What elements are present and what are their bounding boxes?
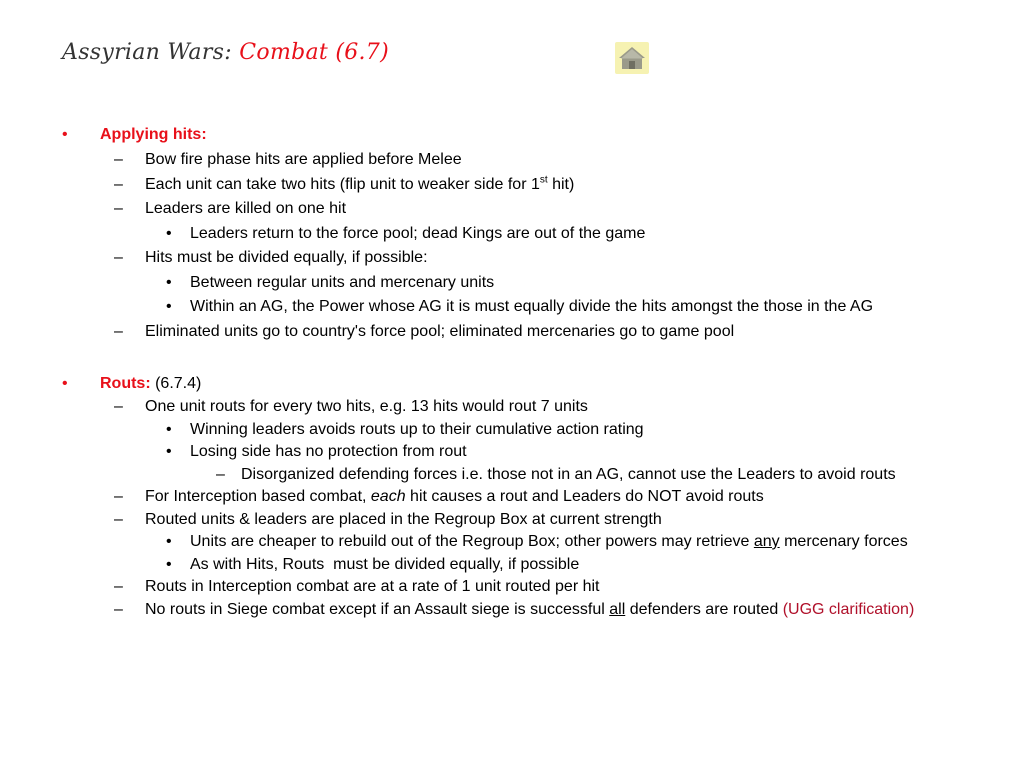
text-run: Each unit can take two hits (flip unit to weaker side for 1: [145, 176, 540, 193]
list-item: Within an AG, the Power whose AG it is must equally divide the hits amongst the those in the AG: [190, 298, 874, 315]
clarification-note: (UGG clarification): [782, 601, 915, 618]
dash: –: [114, 200, 123, 217]
list-item: Between regular units and mercenary units: [190, 274, 495, 291]
underlined-word: any: [753, 533, 780, 550]
title-accent: Combat (6.7): [239, 40, 389, 65]
list-item: Routed units & leaders are placed in the Regroup Box at current strength: [145, 511, 662, 528]
list-item: [145, 600, 914, 620]
section-heading-ref: (6.7.4): [150, 375, 202, 392]
list-item: Bow fire phase hits are applied before Melee: [145, 151, 462, 168]
list-item: Routs in Interception combat are at a rate of 1 unit routed per hit: [145, 578, 600, 595]
list-item: Disorganized defending forces i.e. those not in an AG, cannot use the Leaders to avoid routs: [241, 466, 896, 483]
bullet: •: [166, 556, 172, 573]
bullet: •: [166, 443, 172, 460]
bullet: •: [166, 298, 172, 315]
list-item: [190, 532, 908, 552]
section-heading-routs: [100, 374, 201, 394]
page-title: [62, 40, 389, 65]
text-run: mercenary forces: [779, 533, 908, 550]
bullet: •: [166, 533, 172, 550]
dash: –: [114, 578, 123, 595]
dash: –: [114, 511, 123, 528]
text-run: defenders are routed: [625, 601, 783, 618]
home-icon: [615, 42, 649, 74]
list-item: [145, 487, 764, 507]
dash: –: [114, 323, 123, 340]
dash: –: [114, 249, 123, 266]
bullet: •: [62, 375, 68, 392]
list-item: Leaders are killed on one hit: [145, 200, 347, 217]
dash: –: [114, 151, 123, 168]
list-item: Eliminated units go to country's force pool; eliminated mercenaries go to game pool: [145, 323, 735, 340]
bullet: •: [166, 225, 172, 242]
dash: –: [114, 398, 123, 415]
dash: –: [114, 176, 123, 193]
text-run: hit causes a rout and Leaders do NOT avoid routs: [405, 488, 764, 505]
bullet: •: [166, 274, 172, 291]
dash: –: [114, 601, 123, 618]
superscript: st: [539, 174, 548, 186]
section-heading-label: Routs:: [100, 375, 151, 392]
list-item: Losing side has no protection from rout: [190, 443, 467, 460]
text-run: For Interception based combat,: [145, 488, 371, 505]
text-run: hit): [547, 176, 575, 193]
underlined-word: all: [609, 601, 626, 618]
list-item: Winning leaders avoids routs up to their cumulative action rating: [190, 421, 644, 438]
list-item: One unit routs for every two hits, e.g. 13 hits would rout 7 units: [145, 398, 588, 415]
list-item: Hits must be divided equally, if possible:: [145, 249, 428, 266]
section-heading-applying-hits: Applying hits:: [100, 126, 207, 143]
bullet: •: [62, 126, 68, 143]
list-item: [145, 175, 574, 195]
bullet: •: [166, 421, 172, 438]
emphasis: each: [370, 488, 406, 505]
dash: –: [114, 488, 123, 505]
title-prefix: Assyrian Wars:: [62, 40, 232, 65]
text-run: Units are cheaper to rebuild out of the Regroup Box; other powers may retrieve: [190, 533, 754, 550]
list-item: Leaders return to the force pool; dead Kings are out of the game: [190, 225, 646, 242]
text-run: No routs in Siege combat except if an Assault siege is successful: [145, 601, 610, 618]
list-item: As with Hits, Routs must be divided equally, if possible: [190, 556, 580, 573]
home-button[interactable]: [615, 42, 649, 74]
dash: –: [216, 466, 225, 483]
